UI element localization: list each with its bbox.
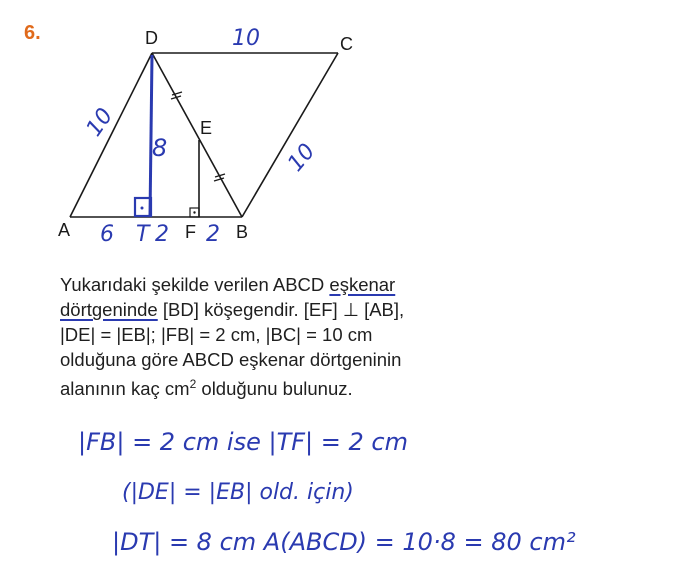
point-e: E [200,118,213,138]
label-dc-length: 10 [232,26,260,51]
underlined-word: eşkenar [329,274,396,295]
label-ad-length: 10 [81,103,119,142]
point-t-label: T [136,222,150,247]
side-bc [242,53,338,217]
problem-line-1: Yukarıdaki şekilde verilen ABCD eşkenar [60,274,396,295]
height-dt [135,55,152,217]
underlined-word: dörtgeninde [60,299,158,320]
question-number: 6. [24,22,41,44]
label-dt-length: 8 [152,134,168,162]
problem-line-2: dörtgeninde [BD] köşegendir. [EF] ⊥ [AB], [60,299,405,320]
label-fb-length: 2 [206,222,220,247]
problem-text [60,272,620,401]
rhombus-figure [0,0,696,260]
side-da [70,53,152,217]
point-f: F [185,222,196,242]
problem-line-3: |DE| = |EB|; |FB| = 2 cm, |BC| = 10 cm [60,324,373,345]
point-b: B [236,222,249,242]
point-d: D [145,28,158,48]
point-a: A [58,220,71,240]
problem-line-4: olduğuna göre ABCD eşkenar dörtgeninin [60,349,402,370]
solution-line-3: |DT| = 8 cm A(ABCD) = 10·8 = 80 cm² [112,528,576,556]
label-tf-length: 2 [155,222,169,247]
label-bc-length: 10 [283,139,321,177]
point-c: C [340,34,353,54]
solution-line-1: |FB| = 2 cm ise |TF| = 2 cm [78,428,408,456]
problem-line-5: alanının kaç $cm^2$ olduğunu bulunuz. [60,377,353,400]
solution-line-2: (|DE| = |EB| old. için) [122,480,354,505]
label-at-length: 6 [100,222,114,247]
